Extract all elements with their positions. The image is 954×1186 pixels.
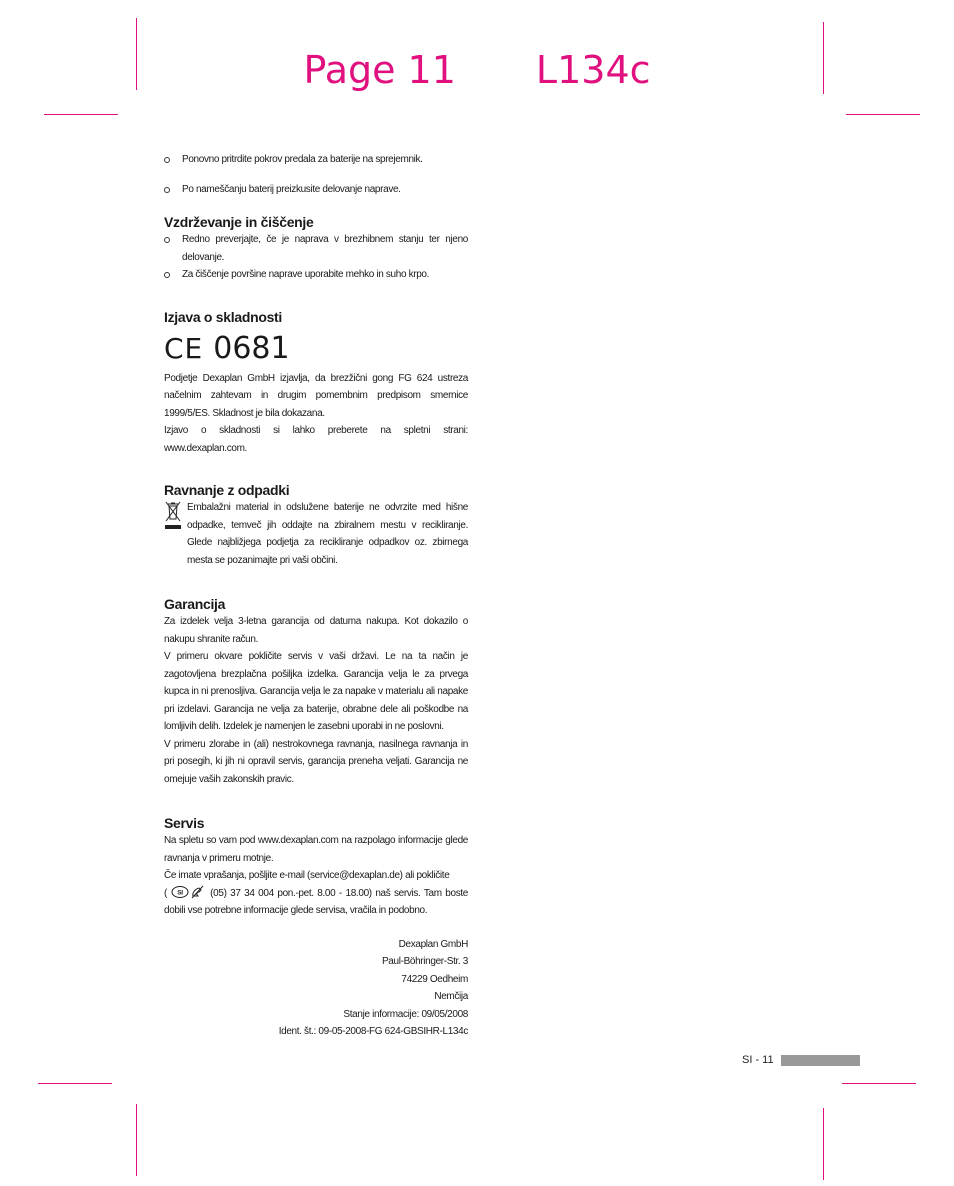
page-header (0, 48, 954, 92)
bullet-icon (164, 237, 170, 243)
address-line: Ident. št.: 09-05-2008-FG 624-GBSIHR-L134c (278, 1026, 468, 1037)
ce-number: 0681 (213, 330, 290, 366)
section-heading-service: Servis (164, 815, 205, 831)
crop-mark (44, 114, 118, 115)
country-oval-icon (171, 885, 207, 899)
address-line: Stanje informacije: 09/05/2008 (343, 1008, 468, 1020)
crop-mark (823, 1108, 824, 1180)
service-text: Na spletu so vam pod www.dexaplan.com na razpolago informacije glede ravnanja v primeru motnje. (164, 835, 468, 864)
list-item: Ponovno pritrdite pokrov predala za baterije na sprejemnik. (164, 151, 468, 169)
list-item: Za čiščenje površine naprave uporabite mehko in suho krpo. (164, 266, 468, 284)
crop-mark (846, 114, 920, 115)
page-number: SI - 11 (742, 1054, 774, 1066)
crop-mark (842, 1083, 916, 1084)
section-heading-conformity: Izjava o skladnosti (164, 308, 283, 325)
address-line: Paul-Böhringer-Str. 3 (381, 956, 468, 967)
bullet-icon (164, 187, 170, 193)
footer-bar (781, 1055, 860, 1066)
ce-certification (164, 330, 468, 368)
disposal-text: Embalažni material in odslužene baterije ne odvrzite med hišne odpadke, temveč jih oddajte na zbiralnem mestu v recikliranje. Glede najbližjega podjetja za recikliranje odpadkov oz. zbirnega mesta se pozanimajte pri vaši občini. (187, 502, 468, 566)
service-contact-line: Če imate vprašanja, pošljite e-mail (service@dexaplan.de) ali pokličite (164, 870, 450, 881)
section-heading-maintenance: Vzdrževanje in čiščenje (164, 214, 314, 230)
list-item: Redno preverjajte, če je naprava v brezhibnem stanju ter njeno delovanje. (164, 231, 468, 266)
address-line: 74229 Oedheim (401, 973, 468, 985)
disposal-block (164, 499, 468, 569)
conformity-online: Izjavo o skladnosti si lahko preberete na spletni strani: www.dexaplan.com. (164, 425, 468, 454)
list-item: Po nameščanju baterij preizkusite delovanje naprave. (164, 181, 468, 199)
crop-mark (136, 1104, 137, 1176)
page-title: Page 11 (303, 48, 456, 92)
manual-content (164, 151, 468, 1041)
company-address (164, 936, 468, 1041)
phone-icon (192, 886, 203, 898)
model-number: L134c (535, 48, 651, 92)
warranty-paragraph: Za izdelek velja 3-letna garancija od datuma nakupa. Kot dokazilo o nakupu shranite račun. (164, 616, 468, 645)
ce-mark-icon: CE (164, 331, 204, 365)
country-code: SI (176, 889, 183, 896)
crop-mark (38, 1083, 112, 1084)
service-contact: ( SI (05) 37 34 004 pon.-pet. 8.00 - 18.00) naš servis. Tam boste dobili vse potrebne informacije glede servisa, vračila in podobno. (164, 885, 468, 920)
section-heading-warranty: Garancija (164, 596, 226, 612)
warranty-paragraph: V primeru zlorabe in (ali) nestrokovnega ravnanja, nasilnega ravnanja in pri posegih, ki jih ni opravil servis, garancija preneha veljati. Garancija ne omejuje vaših zakonskih pravic. (164, 738, 468, 785)
address-line: Dexaplan GmbH (398, 938, 468, 950)
crossed-bin-icon (164, 500, 182, 530)
bullet-icon (164, 272, 170, 278)
section-heading-disposal: Ravnanje z odpadki (164, 482, 290, 498)
warranty-paragraph: V primeru okvare pokličite servis v vaši državi. Le na ta način je zagotovljena brezplačna pošiljka izdelka. Garancija velja le za prvega kupca in ni prenosljiva. Garancija velja le za napake v materialu ali napake pri izdelavi. Garancija ne velja za baterije, obrabne dele ali poškodbe na lomljivih delih. Izdelek je namenjen le zasebni uporabi in ne poslovni. (164, 651, 468, 732)
bullet-icon (164, 157, 170, 163)
address-line: Nemčija (434, 991, 468, 1002)
conformity-text: Podjetje Dexaplan GmbH izjavlja, da brezžični gong FG 624 ustreza načelnim zahtevam in drugim pomembnim predpisom smernice 1999/5/ES. Skladnost je bila dokazana. (164, 372, 468, 419)
